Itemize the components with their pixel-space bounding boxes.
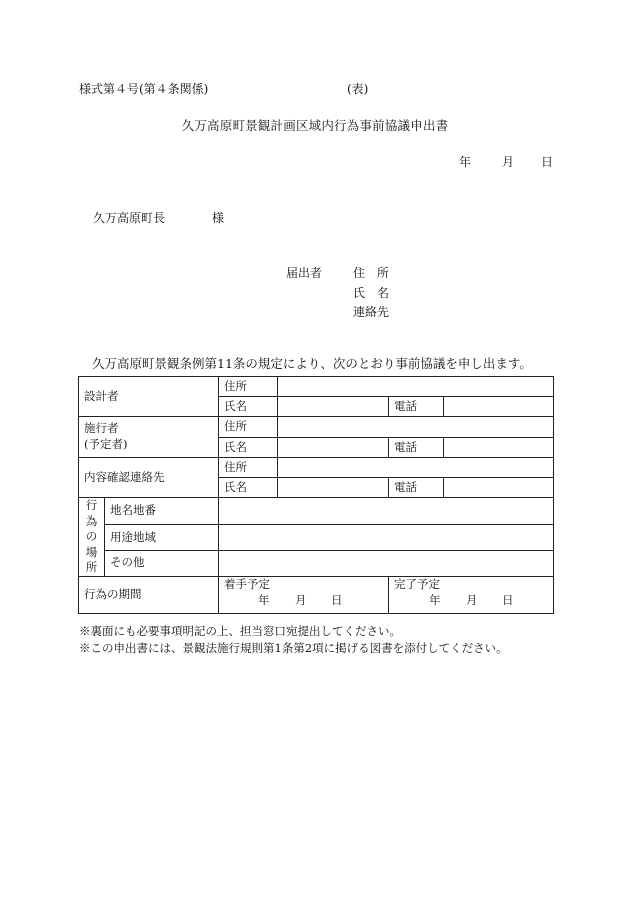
finish-date-field[interactable] <box>389 576 554 613</box>
zoning-field[interactable] <box>219 525 554 551</box>
period-row <box>79 576 554 613</box>
inquiry-phone-label: 電話 <box>389 478 444 498</box>
side-label: (表) <box>347 82 369 96</box>
zoning-label: 用途地域 <box>105 525 219 551</box>
designer-phone-field[interactable] <box>444 397 554 417</box>
start-date-field[interactable] <box>219 576 389 613</box>
lead-text: 久万高原町景観条例第11条の規定により、次のとおり事前協議を申し出ます。 <box>92 356 532 371</box>
place-char: 場 <box>85 544 98 559</box>
designer-address-row <box>79 377 554 397</box>
contractor-phone-field[interactable] <box>444 438 554 458</box>
contractor-label-line1: 施行者 <box>84 421 119 436</box>
inquiry-address-field[interactable] <box>278 458 554 478</box>
contractor-address-row <box>79 417 554 438</box>
designer-label: 設計者 <box>79 377 219 417</box>
place-char: 為 <box>85 513 98 528</box>
start-month-label: 月 <box>295 592 307 607</box>
inquiry-phone-field[interactable] <box>444 478 554 498</box>
inquiry-name-label: 氏名 <box>219 478 278 498</box>
period-label: 行為の期間 <box>79 576 219 613</box>
place-of-action-label <box>79 498 105 577</box>
note-attachments: ※この申出書には、景観法施行規則第1条第2項に掲げる図書を添付してください。 <box>79 641 508 655</box>
date-month-label: 月 <box>502 155 515 169</box>
start-day-label: 日 <box>331 592 343 607</box>
contractor-address-field[interactable] <box>278 417 554 438</box>
finish-year-label: 年 <box>429 592 441 607</box>
designer-phone-label: 電話 <box>389 397 444 417</box>
filer-name-label: 氏 名 <box>353 286 390 300</box>
note-submission: ※裏面にも必要事項明記の上、担当窓口宛提出してください。 <box>79 624 401 638</box>
inquiry-name-field[interactable] <box>278 478 389 498</box>
contractor-address-label: 住所 <box>219 417 278 438</box>
designer-address-field[interactable] <box>278 377 554 397</box>
application-table <box>78 376 554 614</box>
finish-day-label: 日 <box>502 592 514 607</box>
lot-label: 地名地番 <box>105 498 219 525</box>
date-day-label: 日 <box>541 155 554 169</box>
date-year-label: 年 <box>459 155 472 169</box>
filer-contact-label: 連絡先 <box>353 305 390 319</box>
start-label: 着手予定 <box>224 576 270 591</box>
start-year-label: 年 <box>258 592 270 607</box>
filer-label: 届出者 <box>286 266 323 280</box>
filer-address-label: 住 所 <box>353 266 390 280</box>
contractor-label-line2: (予定者) <box>84 437 128 451</box>
lot-field[interactable] <box>219 498 554 525</box>
finish-month-label: 月 <box>466 592 478 607</box>
form-number: 様式第４号(第４条関係) <box>79 82 209 96</box>
finish-label: 完了予定 <box>394 576 440 591</box>
designer-name-label: 氏名 <box>219 397 278 417</box>
document-title: 久万高原町景観計画区域内行為事前協議申出書 <box>181 118 449 133</box>
inquiry-address-label: 住所 <box>219 458 278 478</box>
other-field[interactable] <box>219 550 554 576</box>
contractor-name-label: 氏名 <box>219 438 278 458</box>
place-char: 所 <box>85 560 98 575</box>
contractor-label <box>79 417 219 458</box>
place-char: の <box>85 529 98 544</box>
inquiry-label: 内容確認連絡先 <box>79 458 219 498</box>
contractor-name-field[interactable] <box>278 438 389 458</box>
addressee-honorific: 様 <box>212 211 225 225</box>
other-label: その他 <box>105 550 219 576</box>
other-row <box>79 550 554 576</box>
lot-row <box>79 498 554 525</box>
addressee-name: 久万高原町長 <box>93 211 166 225</box>
inquiry-address-row <box>79 458 554 478</box>
place-char: 行 <box>85 498 98 512</box>
designer-address-label: 住所 <box>219 377 278 397</box>
zoning-row <box>79 525 554 551</box>
designer-name-field[interactable] <box>278 397 389 417</box>
contractor-phone-label: 電話 <box>389 438 444 458</box>
